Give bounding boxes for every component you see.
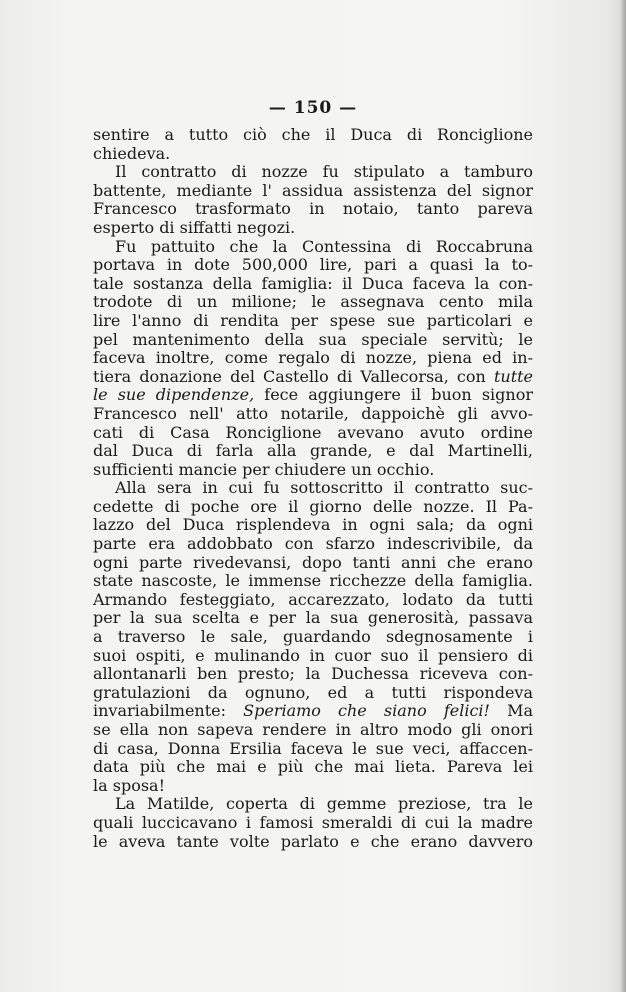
text-line xyxy=(93,647,533,666)
text-line xyxy=(93,238,533,257)
text-line xyxy=(93,591,533,610)
text-line-content: Il contratto di nozze fu stipulato a tamburo xyxy=(115,162,533,182)
text-line-content: quali luccicavano i famosi smeraldi di cui la madre xyxy=(93,812,533,832)
page-number: — 150 — xyxy=(268,98,358,118)
text-line-content: data più che mai e più che mai lieta. Pareva lei xyxy=(93,757,533,777)
text-line xyxy=(93,256,533,275)
text-line xyxy=(93,721,533,740)
text-line xyxy=(93,405,533,424)
text-line-content: tiera donazione del Castello di Vallecorsa, con xyxy=(93,366,486,386)
text-line-content: sentire a tutto ciò che il Duca di Ronciglione xyxy=(93,125,533,144)
text-line-content: gratulazioni da ognuno, ed a tutti rispondeva xyxy=(93,682,533,702)
text-line xyxy=(93,424,533,443)
text-line-content: per la sua scelta e per la sua generosità, passava xyxy=(93,608,533,628)
text-line xyxy=(93,200,533,219)
text-line-content: parte era addobbato con sfarzo indescrivibile, da xyxy=(93,534,533,554)
text-line xyxy=(93,312,533,331)
text-line-content: allontanarli ben presto; la Duchessa riceveva con- xyxy=(93,664,533,684)
text-line xyxy=(93,479,533,498)
page-edge-shadow xyxy=(620,0,626,992)
text-line-content: Armando festeggiato, accarezzato, lodato da tutti xyxy=(93,589,533,609)
text-line xyxy=(93,386,533,405)
text-line xyxy=(93,293,533,312)
text-line xyxy=(93,349,533,368)
text-line-content: sufficienti mancie per chiudere un occhio. xyxy=(93,459,435,479)
text-line xyxy=(93,628,533,647)
text-line xyxy=(93,498,533,517)
text-line xyxy=(93,795,533,814)
text-line-continuation: Ma xyxy=(489,701,533,721)
text-line-content: Fu pattuito che la Contessina di Roccabruna xyxy=(115,236,533,256)
text-line xyxy=(93,777,533,796)
text-line xyxy=(93,609,533,628)
text-line-content: Francesco trasformato in notaio, tanto pareva xyxy=(93,199,533,219)
text-line xyxy=(93,126,533,145)
text-line xyxy=(93,368,533,387)
text-line-content: faceva inoltre, come regalo di nozze, piena ed in- xyxy=(93,348,533,368)
text-line-content: esperto di siffatti negozi. xyxy=(93,217,296,237)
text-line xyxy=(93,554,533,573)
text-line-content: suoi ospiti, e mulinando in cuor suo il pensiero di xyxy=(93,645,533,665)
text-line xyxy=(93,163,533,182)
text-line-content: Francesco nell' atto notarile, dappoichè gli avvo- xyxy=(93,403,533,423)
text-line-content: a traverso le sale, guardando sdegnosamente i xyxy=(93,627,533,647)
text-line-content: trodote di un milione; le assegnava cento mila xyxy=(93,292,533,312)
text-line xyxy=(93,535,533,554)
italic-phrase: Speriamo che siano felici! xyxy=(243,701,490,721)
text-line xyxy=(93,684,533,703)
text-line xyxy=(93,219,533,238)
text-line-content: invariabilmente: xyxy=(93,701,227,721)
body-text xyxy=(93,126,533,851)
text-line-content: dal Duca di farla alla grande, e dal Martinelli, xyxy=(93,441,533,461)
text-line xyxy=(93,442,533,461)
text-line xyxy=(93,331,533,350)
text-line-content: ogni parte rivedevansi, dopo tanti anni che erano xyxy=(93,552,533,572)
text-line-content: di casa, Donna Ersilia faceva le sue veci, affaccen- xyxy=(93,738,533,758)
text-line-content: cedette di poche ore il giorno delle nozze. Il Pa- xyxy=(93,496,533,516)
text-line xyxy=(93,702,533,721)
text-line-content: battente, mediante l' assidua assistenza del signor xyxy=(93,180,533,200)
text-line xyxy=(93,833,533,852)
text-line-content: lire l'anno di rendita per spese sue particolari e xyxy=(93,310,533,330)
text-line xyxy=(93,572,533,591)
text-line xyxy=(93,182,533,201)
text-line-content: le aveva tante volte parlato e che erano davvero xyxy=(93,831,533,851)
text-line-content: tale sostanza della famiglia: il Duca faceva la con- xyxy=(93,273,533,293)
text-line xyxy=(93,758,533,777)
text-line-content: la sposa! xyxy=(93,775,166,795)
text-line-content: state nascoste, le immense ricchezze della famiglia. xyxy=(93,571,533,591)
text-line xyxy=(93,275,533,294)
text-line xyxy=(93,814,533,833)
text-line xyxy=(93,516,533,535)
text-line xyxy=(93,145,533,164)
text-line-content: pel mantenimento della sua speciale servitù; le xyxy=(93,329,533,349)
text-line xyxy=(93,461,533,480)
text-line-content: lazzo del Duca risplendeva in ogni sala; da ogni xyxy=(93,515,533,535)
text-line xyxy=(93,665,533,684)
text-line xyxy=(93,740,533,759)
text-line-content: cati di Casa Ronciglione avevano avuto ordine xyxy=(93,422,533,442)
italic-phrase: tutte xyxy=(493,366,534,386)
text-line-content: chiedeva. xyxy=(93,143,171,163)
text-line-content: Alla sera in cui fu sottoscritto il contratto suc- xyxy=(115,478,533,498)
italic-phrase: le sue dipendenze, xyxy=(93,385,255,405)
text-line-continuation: fece aggiungere il buon signor xyxy=(254,385,533,405)
text-line-content: La Matilde, coperta di gemme preziose, tra le xyxy=(115,794,533,814)
text-line-content: portava in dote 500,000 lire, pari a quasi la to- xyxy=(93,255,533,275)
text-line-content: se ella non sapeva rendere in altro modo gli onori xyxy=(93,720,533,739)
